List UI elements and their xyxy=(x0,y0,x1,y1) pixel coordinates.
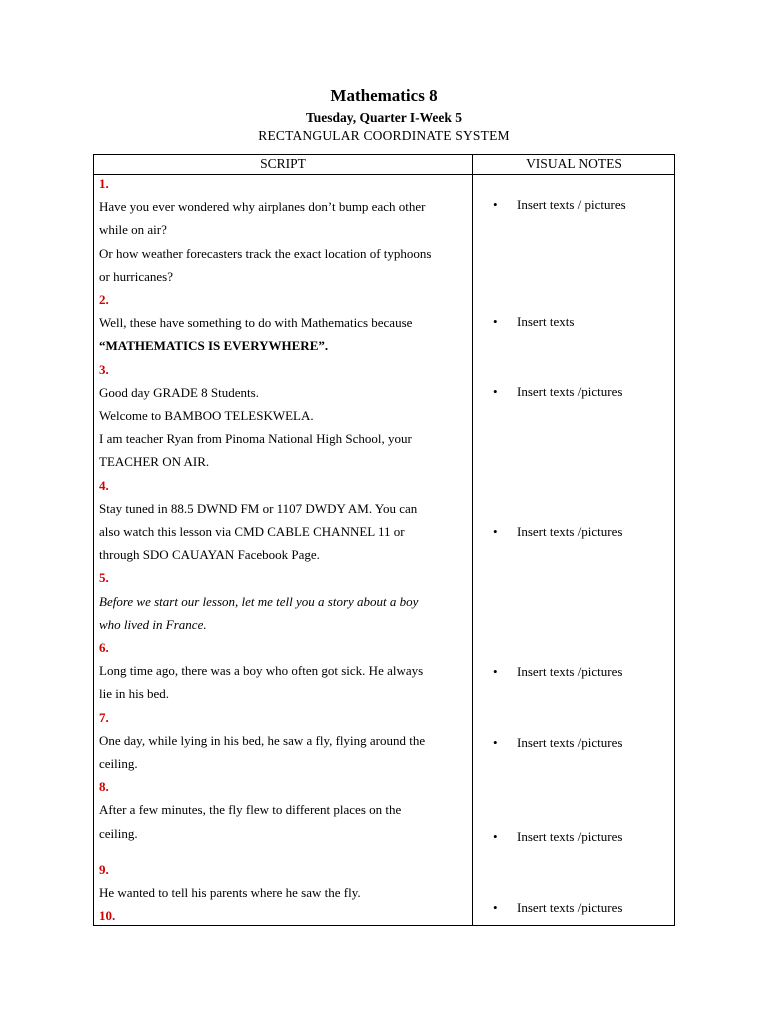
entry-number: 6. xyxy=(99,640,109,656)
visual-note-item xyxy=(493,524,622,540)
script-line: After a few minutes, the fly flew to different places on the xyxy=(99,802,402,818)
script-line-italic: Before we start our lesson, let me tell you a story about a boy xyxy=(99,593,419,609)
document-topic: RECTANGULAR COORDINATE SYSTEM xyxy=(258,128,510,143)
entry-number: 4. xyxy=(99,477,109,493)
visual-note-item xyxy=(493,735,622,751)
bullet-icon: • xyxy=(493,735,498,750)
script-line-emphasis: “MATHEMATICS IS EVERYWHERE”. xyxy=(99,338,329,354)
bullet-icon: • xyxy=(493,829,498,844)
entry-number: 3. xyxy=(99,361,109,377)
script-line: also watch this lesson via CMD CABLE CHANNEL 11 or xyxy=(99,524,405,540)
script-line: Stay tuned in 88.5 DWND FM or 1107 DWDY AM. You can xyxy=(99,500,418,516)
script-line: Welcome to BAMBOO TELESKWELA. xyxy=(99,408,314,424)
entry-number: 8. xyxy=(99,779,109,795)
script-line: Have you ever wondered why airplanes don’t bump each other xyxy=(99,199,426,215)
document-subtitle: Tuesday, Quarter I-Week 5 xyxy=(305,110,462,125)
bullet-icon: • xyxy=(493,900,498,915)
visual-note-text: Insert texts /pictures xyxy=(517,664,623,679)
entry-number: 7. xyxy=(99,709,109,725)
script-line: through SDO CAUAYAN Facebook Page. xyxy=(99,547,320,563)
script-column-header: SCRIPT xyxy=(260,156,306,171)
script-line-italic: who lived in France. xyxy=(99,616,207,632)
document-title: Mathematics 8 xyxy=(330,86,438,105)
script-line: Or how weather forecasters track the exact location of typhoons xyxy=(99,245,432,261)
script-line: One day, while lying in his bed, he saw a fly, flying around the xyxy=(99,732,426,748)
bullet-icon: • xyxy=(493,314,498,329)
script-line: lie in his bed. xyxy=(99,686,170,702)
visual-notes-column-header: VISUAL NOTES xyxy=(526,156,622,171)
script-line: while on air? xyxy=(99,222,167,238)
script-line: Good day GRADE 8 Students. xyxy=(99,384,259,400)
entry-number: 10. xyxy=(99,908,116,924)
visual-note-item xyxy=(493,384,622,400)
visual-note-text: Insert texts xyxy=(517,314,575,329)
entry-number: 9. xyxy=(99,861,109,877)
visual-note-item xyxy=(493,197,626,213)
script-line: Well, these have something to do with Mathematics because xyxy=(99,315,413,331)
script-line: He wanted to tell his parents where he saw the fly. xyxy=(99,885,361,901)
bullet-icon: • xyxy=(493,197,498,212)
script-line: or hurricanes? xyxy=(99,268,173,284)
bullet-icon: • xyxy=(493,384,498,399)
bullet-icon: • xyxy=(493,524,498,539)
script-line: TEACHER ON AIR. xyxy=(99,454,210,470)
visual-note-text: Insert texts /pictures xyxy=(517,384,623,399)
spacer xyxy=(99,845,467,858)
script-line: ceiling. xyxy=(99,756,138,772)
entry-number: 2. xyxy=(99,292,109,308)
script-line: Long time ago, there was a boy who often got sick. He always xyxy=(99,663,424,679)
visual-note-text: Insert texts /pictures xyxy=(517,900,623,915)
visual-note-text: Insert texts /pictures xyxy=(517,829,623,844)
script-line: I am teacher Ryan from Pinoma National High School, your xyxy=(99,431,412,447)
visual-note-text: Insert texts /pictures xyxy=(517,735,623,750)
visual-note-item xyxy=(493,900,622,916)
entry-number: 5. xyxy=(99,570,109,586)
bullet-icon: • xyxy=(493,664,498,679)
script-line: ceiling. xyxy=(99,825,138,841)
visual-note-item xyxy=(493,664,622,680)
visual-note-item xyxy=(493,829,622,845)
visual-note-text: Insert texts /pictures xyxy=(517,524,623,539)
entry-number: 1. xyxy=(99,176,109,191)
script-cell xyxy=(99,172,467,928)
visual-note-item xyxy=(493,314,574,330)
column-divider xyxy=(472,154,473,926)
visual-note-text: Insert texts / pictures xyxy=(517,197,626,212)
